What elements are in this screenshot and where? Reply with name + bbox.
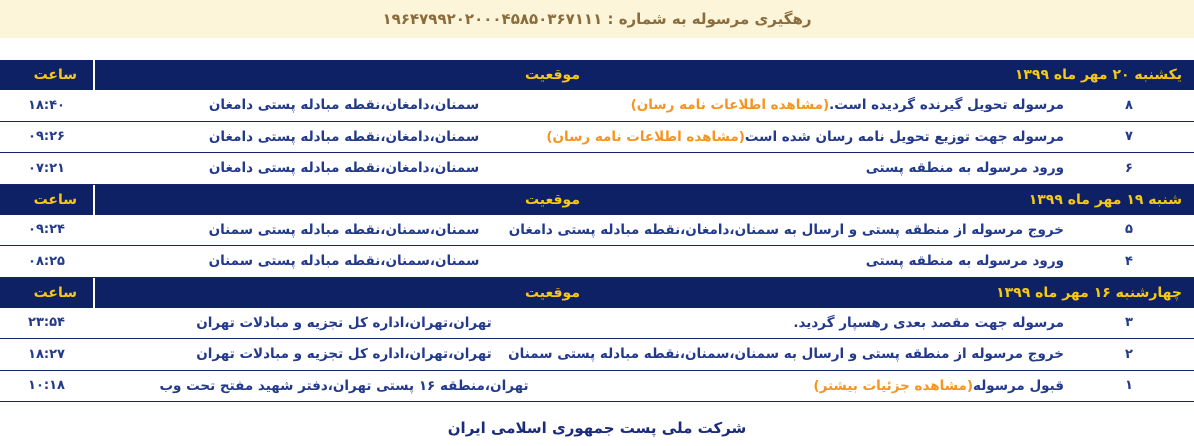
row-number: ۸: [1125, 97, 1133, 113]
location-cell: سمنان،دامغان،نقطه مبادله پستی دامغان: [208, 128, 480, 145]
status-cell: [595, 371, 1194, 402]
status-text: قبول مرسوله: [973, 377, 1064, 394]
status-text: ورود مرسوله به منطقه پستی: [865, 253, 1064, 270]
status-cell: [508, 215, 1194, 246]
section-header-row: [0, 60, 1194, 90]
time-cell: ۰۹:۲۶: [28, 129, 65, 145]
column-header-location: موقعیت: [93, 278, 595, 308]
table-row: [0, 122, 1194, 154]
row-number: ۱: [1125, 378, 1133, 394]
table-row: [0, 308, 1194, 340]
location-cell: سمنان،سمنان،نقطه مبادله پستی سمنان: [208, 253, 480, 270]
location-cell: سمنان،دامغان،نقطه مبادله پستی دامغان: [208, 97, 480, 114]
row-number: ۷: [1125, 129, 1133, 145]
section-date: یکشنبه ۲۰ مهر ماه ۱۳۹۹: [1014, 67, 1182, 83]
time-cell: ۰۸:۲۵: [28, 253, 65, 269]
status-text: مرسوله جهت توزیع تحویل نامه رسان شده است: [744, 128, 1064, 145]
section-date: شنبه ۱۹ مهر ماه ۱۳۹۹: [1028, 191, 1182, 208]
table-row: [0, 339, 1194, 371]
status-cell: [546, 122, 1194, 153]
status-cell: [595, 308, 1194, 339]
section-date: چهارشنبه ۱۶ مهر ماه ۱۳۹۹: [996, 284, 1182, 301]
status-cell: [595, 153, 1194, 184]
row-number: ۴: [1125, 253, 1133, 269]
status-cell: [595, 90, 1194, 121]
table-row: [0, 371, 1194, 403]
page-footer: [0, 419, 1194, 437]
section-header-row: [0, 185, 1194, 215]
tracking-number-label: رهگیری مرسوله به شماره : ۱۹۶۴۷۹۹۲۰۲۰۰۰۴۵۸۵۰۳۶۷۱۱۱: [382, 10, 812, 28]
row-number: ۵: [1125, 222, 1133, 238]
table-row: [0, 90, 1194, 122]
tracking-table: [0, 60, 1194, 402]
status-text: خروج مرسوله از منطقه پستی و ارسال به سمنان،سمنان،نقطه مبادله پستی سمنان: [508, 346, 1064, 363]
table-row: [0, 215, 1194, 247]
status-text: خروج مرسوله از منطقه پستی و ارسال به سمنان،دامغان،نقطه مبادله پستی دامغان: [508, 221, 1064, 238]
time-cell: ۰۹:۲۴: [28, 222, 65, 238]
status-cell: [508, 339, 1194, 370]
location-cell: سمنان،دامغان،نقطه مبادله پستی دامغان: [208, 160, 480, 177]
table-row: [0, 246, 1194, 278]
status-cell: [595, 246, 1194, 277]
row-number: ۲: [1125, 346, 1133, 362]
table-row: [0, 153, 1194, 185]
row-number: ۳: [1125, 315, 1133, 331]
location-cell: تهران،منطقه ۱۶ پستی تهران،دفتر شهید مفتح تحت وب: [159, 377, 529, 394]
status-text: ورود مرسوله به منطقه پستی: [865, 160, 1064, 177]
column-header-time: ساعت: [33, 191, 77, 208]
status-details-link[interactable]: (مشاهده اطلاعات نامه رسان): [630, 97, 830, 114]
tracking-banner: [0, 0, 1194, 38]
column-header-location: موقعیت: [93, 60, 595, 90]
location-cell: سمنان،سمنان،نقطه مبادله پستی سمنان: [208, 221, 480, 238]
time-cell: ۱۰:۱۸: [28, 378, 65, 394]
time-cell: ۰۷:۲۱: [28, 160, 65, 176]
row-number: ۶: [1125, 160, 1133, 176]
status-details-link[interactable]: (مشاهده اطلاعات نامه رسان): [546, 128, 745, 145]
status-text: مرسوله تحویل گیرنده گردیده است.: [829, 97, 1064, 114]
status-text: مرسوله جهت مقصد بعدی رهسپار گردید.: [793, 314, 1064, 331]
location-cell: تهران،تهران،اداره کل تجزیه و مبادلات تهران: [196, 314, 492, 331]
column-header-time: ساعت: [33, 284, 77, 301]
time-cell: ۱۸:۴۰: [28, 97, 65, 113]
time-cell: ۲۳:۵۴: [28, 315, 65, 331]
column-header-time: ساعت: [33, 67, 77, 83]
location-cell: تهران،تهران،اداره کل تجزیه و مبادلات تهران: [196, 346, 492, 363]
column-header-location: موقعیت: [93, 185, 595, 215]
time-cell: ۱۸:۲۷: [28, 346, 65, 362]
section-header-row: [0, 278, 1194, 308]
status-details-link[interactable]: (مشاهده جزئیات بیشتر): [813, 377, 974, 394]
company-name: شرکت ملی پست جمهوری اسلامی ایران: [447, 419, 747, 437]
